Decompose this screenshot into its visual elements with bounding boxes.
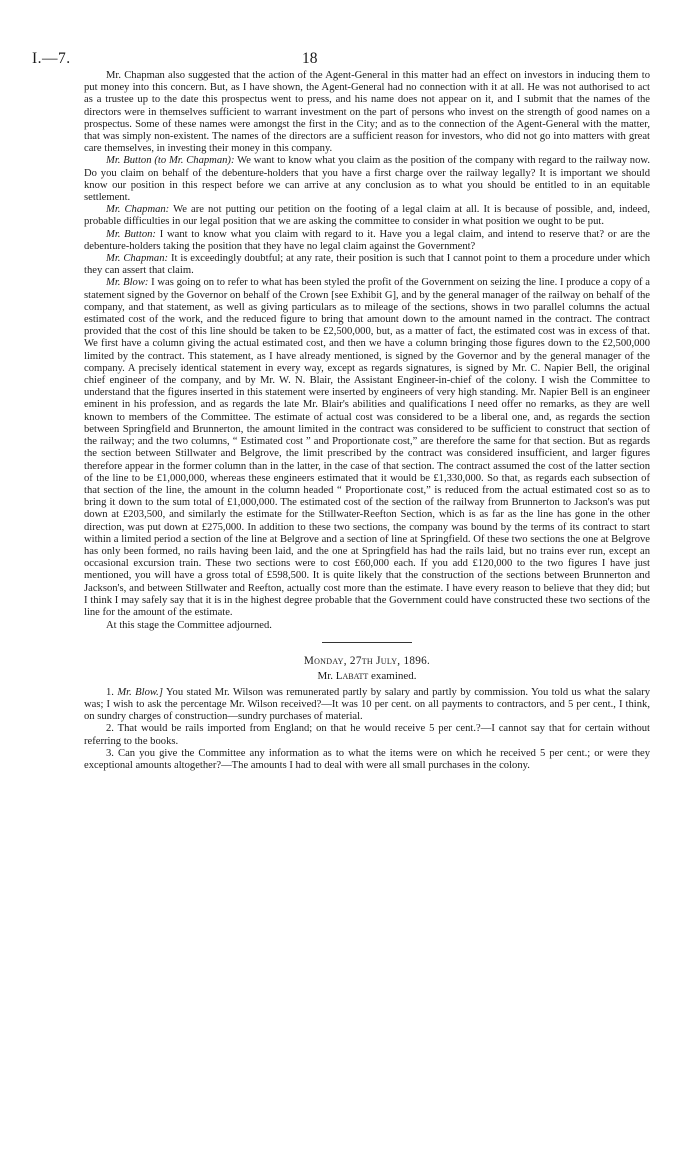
speaker-name: Mr. Chapman: [106,204,170,216]
paragraph-blow-statement [84,277,650,619]
witness-title: Mr. [317,669,336,682]
question-text: You stated Mr. Wilson was remunerated partly by salary and partly by commission. You told us what the salary was; I wish to ask the percentage Mr. Wilson received?—It was 10 per cent. on all payments to contractors, and 5 per cent., I think, on sundry charges of construction—sundry purchases of material. [84,686,650,723]
witness-examined [84,670,650,682]
document-body [84,70,650,772]
question-text: That would be rails imported from England; on that he would receive 5 per cent.?—I cannot say that for certain without referring to the books. [84,723,650,747]
question-item [84,723,650,747]
paragraph-text: We want to know what you claim as the position of the company with regard to the railway now. Do you claim on behalf of the debenture-holders that you have a first charge over the railway legally? It is important we should know our position in this respect before we can arrive at any conclusion as to what you should be entitled to in an equitable settlement. [84,155,650,204]
paragraph-chapman-agent-general: Mr. Chapman also suggested that the action of the Agent-General in this matter had an effect on investors in inducing them to put money into this concern. But, as I have shown, the Agent-General had no connection with it at all. He was not authorised to act as a trustee up to the date this prospectus went to press, and his name does not appear on it, and I submit that the names of the directors were in themselves sufficient to warrant investment on the part of persons who invest on the strength of good names on a prospectus. Some of these names were amongst the first in the City; and as to the connection of the Agent-General with the matter, that was simply non-existent. The names of the directors are a sufficient reason for investors, who did not go into matters with great care themselves, in investing their money in this company. [84,70,650,155]
speaker-name: Mr. Blow: [106,277,149,289]
paragraph-button-question [84,155,650,204]
question-item [84,687,650,724]
question-number: 3. [106,747,114,759]
paragraph-text: We are not putting our petition on the footing of a legal claim at all. It is because of possible, and, indeed, probable difficulties in our legal position that we are asking the committee to consider in what position we ought to be put. [84,204,650,228]
session-date: Monday, 27th July, 1896. [303,655,431,668]
question-number: 2. [106,723,114,735]
paragraph-text: I want to know what you claim with regard to it. Have you a legal claim, and intend to reserve that? or are the debenture-holders taking the position that they have no legal claim against the Government? [84,228,650,252]
question-list [84,687,650,772]
speaker-name: Mr. Chapman: [106,253,169,265]
paragraph-chapman-doubtful [84,253,650,277]
paragraph-button-legal-claim [84,229,650,253]
document-reference: I.—7. [32,50,71,67]
question-number: 1. [106,686,114,698]
question-text: Can you give the Committee any information as to what the items were on which he received 5 per cent.; or were they exceptional amounts altogether?—The amounts I had to deal with were all small purchases in the colony. [84,747,650,771]
witness-name: Labatt [335,669,369,682]
adjournment-note: At this stage the Committee adjourned. [106,620,272,632]
speaker-name: Mr. Button: [106,228,156,240]
paragraph-text: I was going on to refer to what has been styled the profit of the Government on seizing the line. I produce a copy of a statement signed by the Governor on behalf of the Crown [see Exhibit G], and by the general manager of the railway on behalf of the company, and that statement, as well as giving particulars as to mileage of the sections, shows in two parallel columns the actual estimated cost of the work, and the reduced figure to bring that amount down to the amount named in the contract. The contract provided that the cost of this line should be taken to be £2,500,000, but, as a matter of fact, the estimated cost was in excess of that. We first have a column giving the actual estimated cost, and then we have a column bringing those figures down to the £2,500,000 limited by the contract. This statement, as I have already mentioned, is signed by the Governor and by the general manager of the company. A precisely identical statement in every way, except as regards signatures, is signed by Mr. C. Napier Bell, the original chief engineer of the company, and by Mr. W. N. Blair, the Assistant Engineer-in-chief of the colony. I wish the Committee to understand that the figures inserted in this statement were inserted by engineers of very high standing. Mr. Napier Bell is an engineer eminent in his profession, and as regards the late Mr. Blair's abilities and qualifications I need offer no remarks, as they are well known to members of the Committee. The estimate of actual cost was considered to be a liberal one, and, as regards the section between Springfield and Brunnerton, the amount limited in the contract was considered to be sufficient to construct that section of the railway; and the two columns, “ Estimated cost ” and Proportionate cost,” are therefore the same for that section. But as regards the section between Stillwater and Belgrove, the limit prescribed by the contract was considered insufficient, and larger figures therefore appear in the former column than in the latter, in the case of that section. The contract assumed the cost of the latter section of the line to be £1,000,000, whereas these engineers estimated that it would be £1,330,000. So that, as regards each subsection of that section of the line, the amount in the column headed “ Proportionate cost,” is reduced from the actual estimated cost so as to bring it down to the sum total of £1,000,000. The estimated cost of the section of the railway from Brunnerton to Jackson's was put down at £203,500, and similarly the estimate for the Stillwater-Reefton Section, which is as far as the line has gone in the other direction, was put down at £275,000. In addition to these two sections, the company was bound by the terms of its contract to start within a limited period a section of the line at Belgrove and a section of line at Springfield. Of these two sections the one at Belgrove has only been formed, no rails having been laid, and the one at Springfield has had the rails laid, but no trains ever run, except an occasional excursion train. These two sections were to cost £60,000 each. If you add £120,000 to the two figures I have just mentioned, you will have a gross total of £598,500. It is quite likely that the construction of the sections between Brunnerton and Jackson's, and between Stillwater and Reefton, actually cost more than the estimate. I have every reason to believe that they did; but I think I may safely say that it is in the highest degree probable that the Government could have constructed these two sections of the line for the amount of the estimate. [84,277,650,618]
question-item [84,748,650,772]
paragraph-chapman-reply [84,204,650,228]
paragraph-text: It is exceedingly doubtful; at any rate, their position is such that I cannot point to them a procedure under which they can assert that claim. [84,253,650,277]
page-header [32,40,650,70]
witness-examined-label: examined. [368,669,417,682]
page-number: 18 [302,50,318,67]
speaker-name: Mr. Blow.] [117,686,163,698]
speaker-name: Mr. Button (to Mr. Chapman): [106,155,235,167]
section-divider [322,642,412,643]
